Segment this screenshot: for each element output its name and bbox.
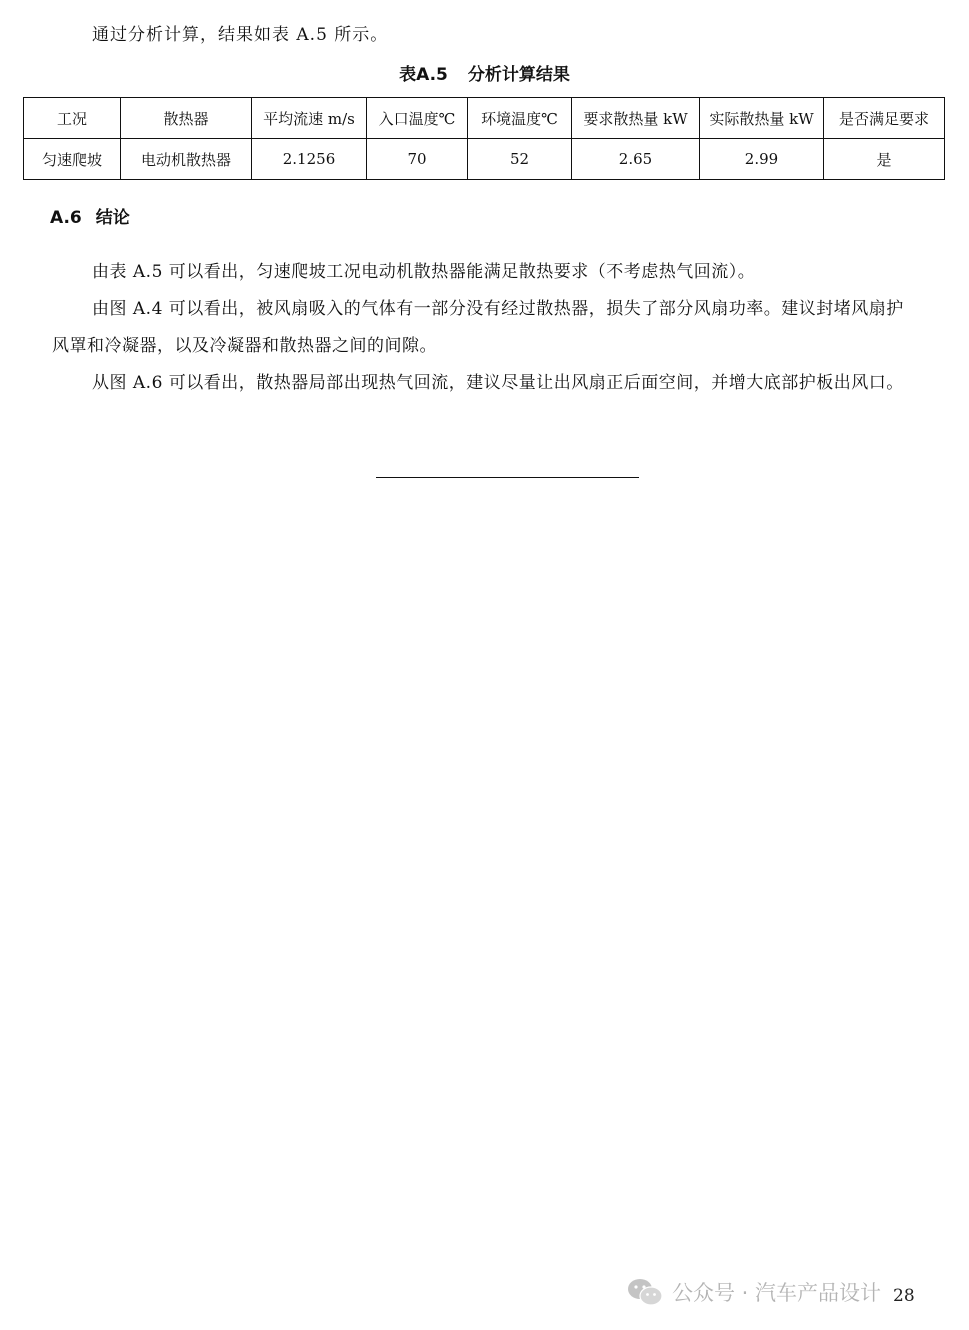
table-cell: 是: [824, 139, 945, 180]
column-header: 工况: [24, 98, 121, 139]
table-cell: 2.65: [572, 139, 700, 180]
conclusion-paragraph: [52, 365, 914, 402]
section-heading: [50, 203, 130, 228]
paragraph-text: 由表 A.5 可以看出，匀速爬坡工况电动机散热器能满足散热要求（不考虑热气回流）。: [92, 262, 756, 282]
table-cell: 电动机散热器: [121, 139, 252, 180]
page-number: 28: [893, 1286, 915, 1306]
intro-text: 通过分析计算，结果如表 A.5 所示。: [92, 25, 389, 45]
column-header: 是否满足要求: [824, 98, 945, 139]
conclusion-paragraph: [52, 291, 914, 365]
conclusion-paragraph: [52, 254, 914, 291]
paragraph-text: 从图 A.6 可以看出，散热器局部出现热气回流，建议尽量让出风扇正后面空间，并增大底部护板出风口。: [92, 373, 904, 393]
wechat-icon: [626, 1277, 664, 1307]
table-cell: 2.1256: [252, 139, 367, 180]
column-header: 散热器: [121, 98, 252, 139]
column-header: 入口温度℃: [367, 98, 468, 139]
watermark: [626, 1276, 881, 1308]
column-header: 环境温度℃: [468, 98, 572, 139]
paragraph-text: 由图 A.4 可以看出，被风扇吸入的气体有一部分没有经过散热器，损失了部分风扇功率。建议封堵风扇护风罩和冷凝器，以及冷凝器和散热器之间的间隙。: [52, 299, 904, 356]
table-caption-number: 表A.5: [399, 65, 448, 85]
table-header-row: [24, 98, 945, 139]
column-header: 实际散热量 kW: [700, 98, 824, 139]
table-caption: [0, 60, 969, 85]
table-cell: 2.99: [700, 139, 824, 180]
results-table: [23, 97, 945, 180]
section-number: A.6: [50, 208, 82, 228]
table-cell: 匀速爬坡: [24, 139, 121, 180]
column-header: 平均流速 m/s: [252, 98, 367, 139]
table-cell: 52: [468, 139, 572, 180]
table-row: [24, 139, 945, 180]
table-caption-title: 分析计算结果: [467, 65, 570, 85]
table-cell: 70: [367, 139, 468, 180]
section-title: 结论: [95, 208, 130, 228]
column-header: 要求散热量 kW: [572, 98, 700, 139]
watermark-text: 公众号 · 汽车产品设计: [672, 1281, 882, 1305]
end-rule: [376, 477, 639, 478]
